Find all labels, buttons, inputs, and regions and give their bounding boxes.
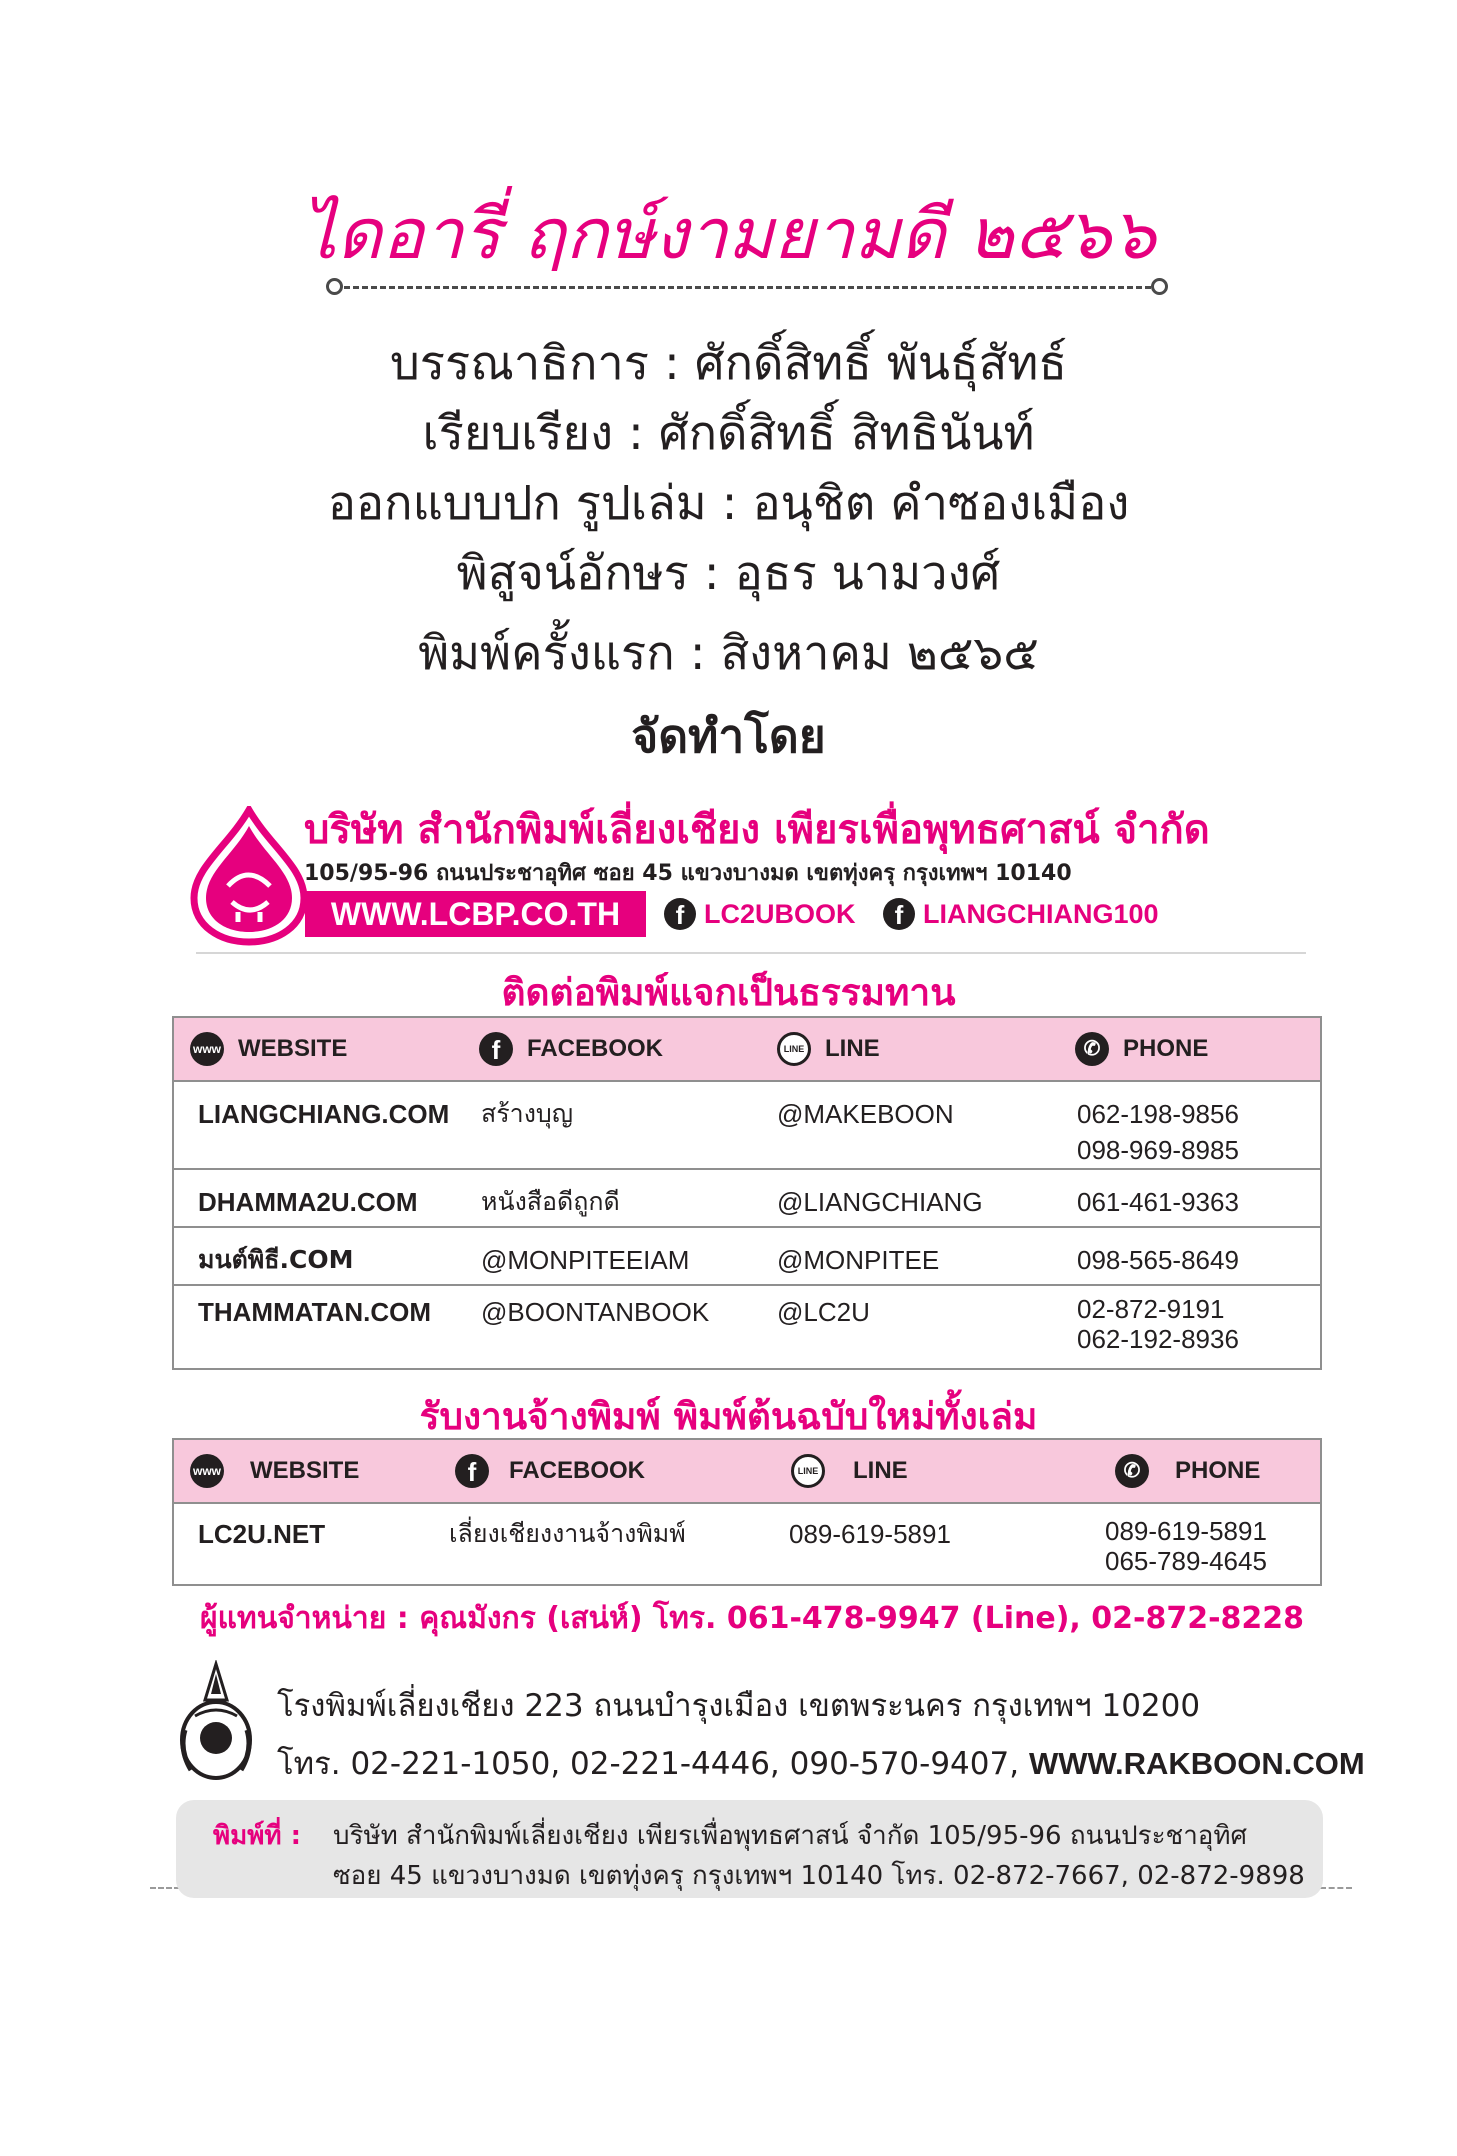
printing-house-seal-icon [175, 1660, 257, 1782]
table-header-row [173, 1017, 1321, 1081]
phone-cell: 089-619-5891 065-789-4645 [1105, 1516, 1267, 1576]
table-row [173, 1285, 1321, 1369]
header-phone: ✆ PHONE [1053, 1017, 1321, 1081]
printing-house-contact [277, 1738, 1365, 1788]
facebook-cell: เลี่ยงเชียงงานจ้างพิมพ์ [449, 1519, 686, 1548]
line-cell: @MONPITEE [777, 1245, 940, 1275]
facebook-link-label: LIANGCHIANG100 [923, 898, 1159, 929]
line-cell: @LC2U [777, 1297, 870, 1327]
phone-cell: 061-461-9363 [1077, 1187, 1239, 1217]
website-cell[interactable]: LC2U.NET [198, 1519, 326, 1549]
book-title: ไดอารี่ ฤกษ์งามยามดี ๒๕๖๖ [301, 193, 1156, 275]
company-name: บริษัท สำนักพิมพ์เลี่ยงเชียง เพียรเพื่อพุทธศาสน์ จำกัด [304, 807, 1210, 853]
line-icon: LINE [791, 1454, 825, 1488]
header-website: www WEBSITE [173, 1017, 457, 1081]
facebook-link-liangchiang100[interactable] [883, 895, 1159, 933]
facebook-cell: @MONPITEEIAM [481, 1245, 690, 1275]
facebook-link-label: LC2UBOOK [704, 898, 856, 929]
title-divider-left-dot [326, 278, 343, 295]
www-icon: www [190, 1032, 224, 1066]
facebook-cell: สร้างบุญ [481, 1099, 574, 1128]
credit-compiler: เรียบเรียง : ศักดิ์สิทธิ์ สิทธินันท์ [422, 406, 1035, 461]
line-cell: @LIANGCHIANG [777, 1187, 983, 1217]
donation-contact-table [172, 1016, 1322, 1370]
printing-house-phones: โทร. 02-221-1050, 02-221-4446, 090-570-9407, [277, 1746, 1020, 1782]
section-divider [196, 952, 1306, 954]
line-icon: LINE [777, 1032, 811, 1066]
header-line: LINE LINE [753, 1017, 1053, 1081]
table-row [173, 1503, 1321, 1585]
facebook-icon: f [479, 1032, 513, 1066]
table-row [173, 1081, 1321, 1169]
table-row [173, 1169, 1321, 1227]
header-line: LINE LINE [789, 1439, 1093, 1503]
title-divider-right-dot [1151, 278, 1168, 295]
made-by-label: จัดทำโดย [631, 709, 826, 763]
print-service-table [172, 1438, 1322, 1586]
header-facebook: f FACEBOOK [449, 1439, 789, 1503]
publisher-logo-icon [188, 806, 310, 946]
facebook-link-lc2ubook[interactable] [664, 895, 856, 933]
credit-proofreader: พิสูจน์อักษร : อุธร นามวงศ์ [456, 546, 1001, 601]
facebook-icon: f [883, 898, 915, 930]
website-cell[interactable]: DHAMMA2U.COM [198, 1187, 418, 1217]
distributor-info: ผู้แทนจำหน่าย : คุณมังกร (เสน่ห์) โทร. 061-478-9947 (Line), 02-872-8228 [200, 1601, 1305, 1636]
company-website-link[interactable]: WWW.LCBP.CO.TH [305, 891, 646, 937]
table-row [173, 1227, 1321, 1285]
header-website: www WEBSITE [173, 1439, 449, 1503]
print-service-heading: รับงานจ้างพิมพ์ พิมพ์ต้นฉบับใหม่ทั้งเล่ม [419, 1395, 1038, 1438]
phone-icon: ✆ [1115, 1454, 1149, 1488]
phone-cell: 098-565-8649 [1077, 1245, 1239, 1275]
donation-contact-heading: ติดต่อพิมพ์แจกเป็นธรรมทาน [501, 971, 956, 1014]
footer-dash-right [1320, 1887, 1352, 1889]
printed-at-label: พิมพ์ที่ : [213, 1821, 302, 1851]
printing-house-address: โรงพิมพ์เลี่ยงเชียง 223 ถนนบำรุงเมือง เขตพระนคร กรุงเทพฯ 10200 [277, 1688, 1201, 1724]
credit-first-print: พิมพ์ครั้งแรก : สิงหาคม ๒๕๖๕ [418, 626, 1039, 681]
printed-at-line-2: ซอย 45 แขวงบางมด เขตทุ่งครุ กรุงเทพฯ 10140 โทร. 02-872-7667, 02-872-9898 [333, 1861, 1305, 1891]
title-divider [335, 286, 1160, 289]
printed-at-line-1: บริษัท สำนักพิมพ์เลี่ยงเชียง เพียรเพื่อพุทธศาสน์ จำกัด 105/95-96 ถนนประชาอุทิศ [333, 1821, 1248, 1851]
phone-cell: 02-872-9191 062-192-8936 [1077, 1294, 1239, 1354]
printing-house-website-link[interactable]: WWW.RAKBOON.COM [1028, 1746, 1365, 1781]
website-cell[interactable]: THAMMATAN.COM [198, 1297, 431, 1327]
phone-icon: ✆ [1075, 1032, 1109, 1066]
facebook-cell: หนังสือดีถูกดี [481, 1187, 620, 1216]
table-header-row [173, 1439, 1321, 1503]
website-cell[interactable]: LIANGCHIANG.COM [198, 1099, 450, 1129]
line-cell: 089-619-5891 [789, 1519, 951, 1549]
facebook-cell: @BOONTANBOOK [481, 1297, 710, 1327]
credit-designer: ออกแบบปก รูปเล่ม : อนุชิต คำซองเมือง [327, 476, 1130, 531]
header-facebook: f FACEBOOK [457, 1017, 753, 1081]
company-address: 105/95-96 ถนนประชาอุทิศ ซอย 45 แขวงบางมด เขตทุ่งครุ กรุงเทพฯ 10140 [304, 861, 1072, 886]
facebook-icon: f [455, 1454, 489, 1488]
credit-editor: บรรณาธิการ : ศักดิ์สิทธิ์ พันธุ์สัทธ์ [389, 336, 1068, 391]
facebook-icon: f [664, 898, 696, 930]
website-cell[interactable]: มนต์พิธี.COM [198, 1245, 354, 1274]
footer-dash-left [150, 1887, 180, 1889]
line-cell: @MAKEBOON [777, 1099, 954, 1129]
www-icon: www [190, 1454, 224, 1488]
phone-cell: 062-198-9856 098-969-8985 [1077, 1099, 1239, 1165]
header-phone: ✆ PHONE [1093, 1439, 1321, 1503]
